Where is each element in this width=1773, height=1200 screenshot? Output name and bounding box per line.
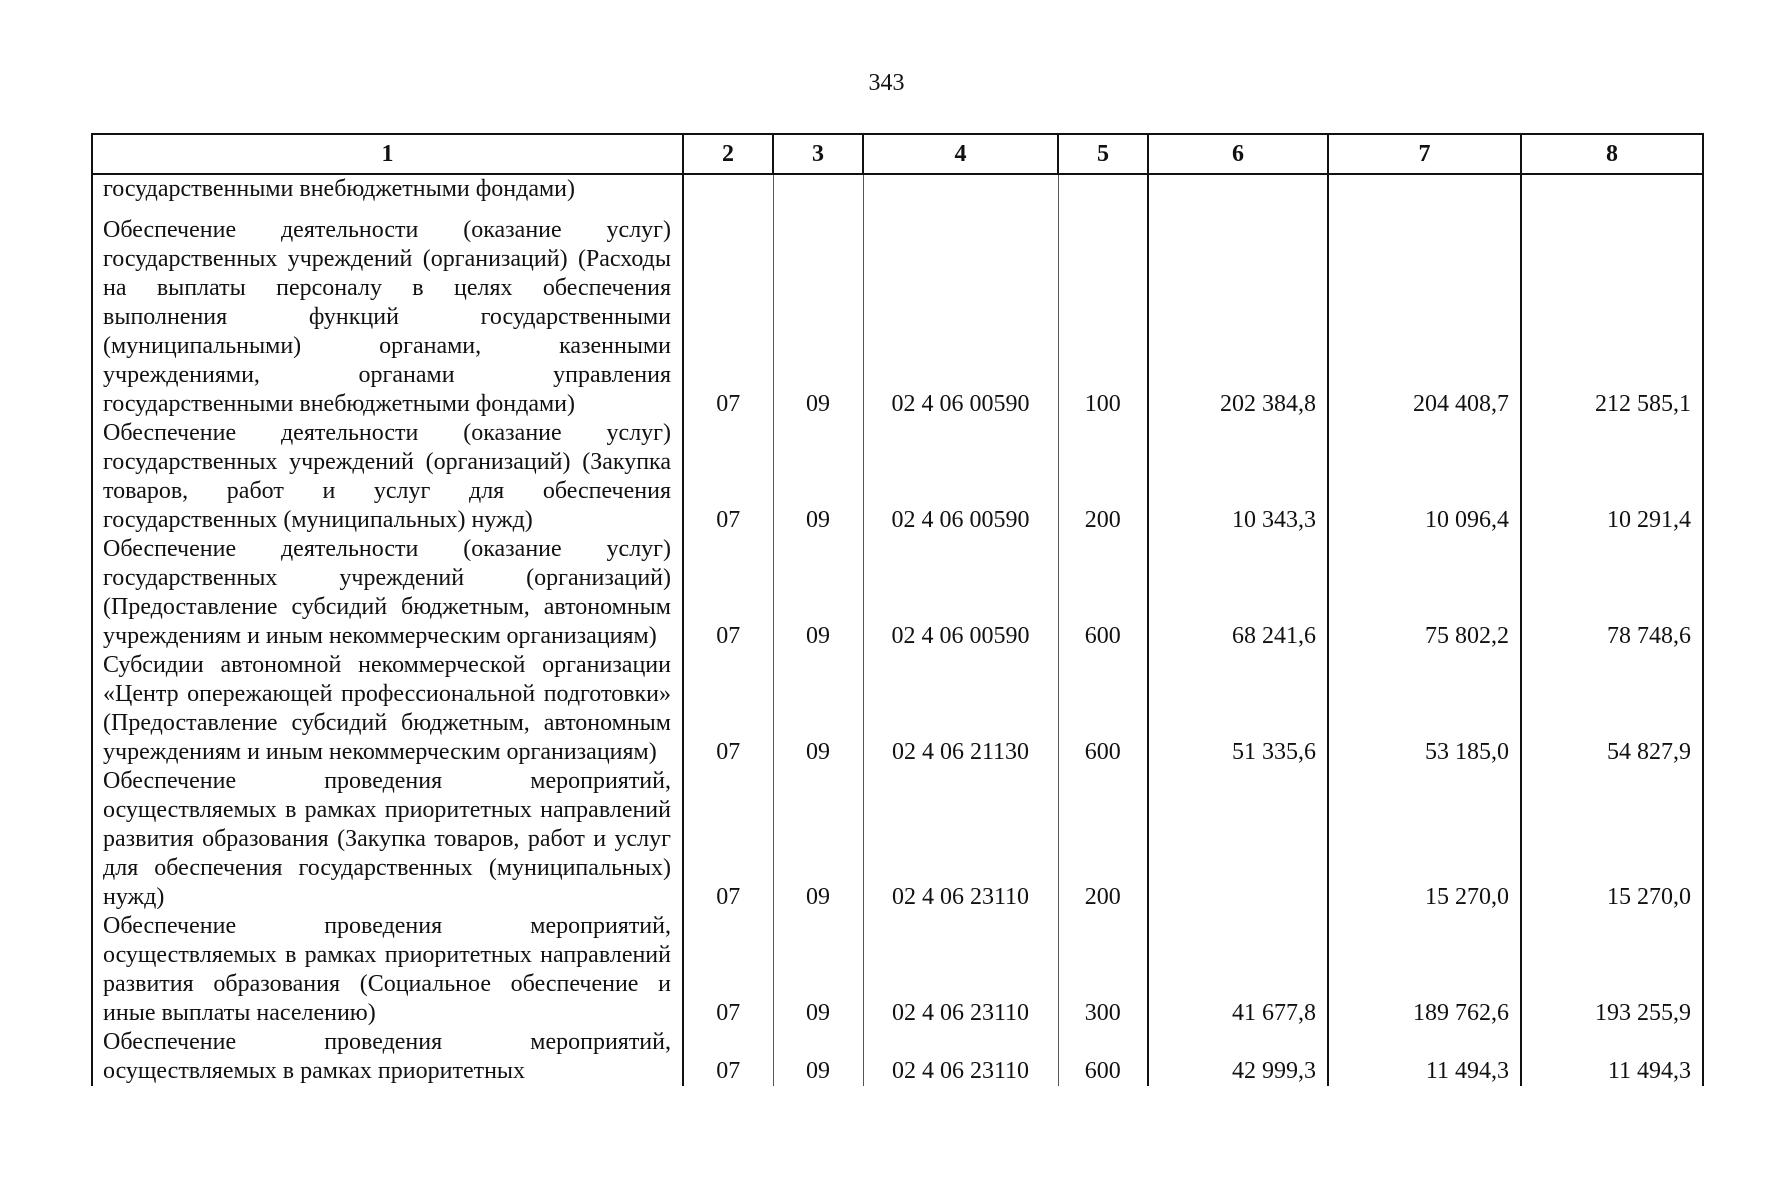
amount-col-7: 75 802,2 <box>1328 535 1521 651</box>
target-article-code: 02 4 06 00590 <box>863 204 1058 419</box>
subsection-code: 09 <box>773 912 863 1028</box>
header-row <box>92 134 1703 174</box>
expense-type-code: 600 <box>1058 651 1148 767</box>
table-row <box>92 912 1703 1028</box>
column-header-2: 2 <box>683 134 773 174</box>
subsection-code: 09 <box>773 419 863 535</box>
amount-col-7: 53 185,0 <box>1328 651 1521 767</box>
page-bottom-margin <box>0 1146 1773 1200</box>
amount-col-7: 15 270,0 <box>1328 767 1521 912</box>
section-code: 07 <box>683 535 773 651</box>
amount-col-6: 202 384,8 <box>1148 204 1328 419</box>
page-number: 343 <box>868 70 905 96</box>
expense-type-code: 600 <box>1058 1028 1148 1086</box>
amount-col-6: 41 677,8 <box>1148 912 1328 1028</box>
amount-col-8: 11 494,3 <box>1521 1028 1703 1086</box>
row-description: Обеспечение проведения мероприятий, осуществляемых в рамках приоритетных <box>92 1028 683 1086</box>
column-header-5: 5 <box>1058 134 1148 174</box>
expense-type-code: 300 <box>1058 912 1148 1028</box>
target-article-code: 02 4 06 23110 <box>863 767 1058 912</box>
subsection-code: 09 <box>773 1028 863 1086</box>
amount-col-6: 51 335,6 <box>1148 651 1328 767</box>
amount-col-6: 10 343,3 <box>1148 419 1328 535</box>
expense-type-code: 200 <box>1058 767 1148 912</box>
table-row <box>92 767 1703 912</box>
amount-col-7: 204 408,7 <box>1328 204 1521 419</box>
row-description: Обеспечение проведения мероприятий, осуществляемых в рамках приоритетных направлений развития образования (Социальное обеспечение и иные выплаты населению) <box>92 912 683 1028</box>
subsection-code: 09 <box>773 204 863 419</box>
amount-col-6 <box>1148 767 1328 912</box>
row-description: Обеспечение деятельности (оказание услуг) государственных учреждений (организаций) (Расходы на выплаты персоналу в целях обеспечения выполнения функций государственными (муниципальными) органами, казенными учреждениями, органами управления государственными внебюджетными фондами) <box>92 204 683 419</box>
expense-type-code: 600 <box>1058 535 1148 651</box>
table-row <box>92 174 1703 204</box>
amount-col-8: 10 291,4 <box>1521 419 1703 535</box>
section-code: 07 <box>683 767 773 912</box>
row-description: Обеспечение деятельности (оказание услуг) государственных учреждений (организаций) (Закупка товаров, работ и услуг для обеспечения государственных (муниципальных) нужд) <box>92 419 683 535</box>
amount-col-8 <box>1521 174 1703 204</box>
amount-col-7: 11 494,3 <box>1328 1028 1521 1086</box>
row-description: Обеспечение деятельности (оказание услуг) государственных учреждений (организаций) (Предоставление субсидий бюджетным, автономным учреждениям и иным некоммерческим организациям) <box>92 535 683 651</box>
amount-col-8: 54 827,9 <box>1521 651 1703 767</box>
table-row <box>92 419 1703 535</box>
table-row <box>92 204 1703 419</box>
amount-col-7: 10 096,4 <box>1328 419 1521 535</box>
row-description: государственными внебюджетными фондами) <box>92 174 683 204</box>
expense-type-code: 200 <box>1058 419 1148 535</box>
amount-col-8: 193 255,9 <box>1521 912 1703 1028</box>
target-article-code: 02 4 06 23110 <box>863 1028 1058 1086</box>
amount-col-7 <box>1328 174 1521 204</box>
table-row <box>92 1028 1703 1086</box>
section-code: 07 <box>683 912 773 1028</box>
column-header-3: 3 <box>773 134 863 174</box>
section-code: 07 <box>683 1028 773 1086</box>
target-article-code: 02 4 06 23110 <box>863 912 1058 1028</box>
section-code: 07 <box>683 204 773 419</box>
amount-col-6: 68 241,6 <box>1148 535 1328 651</box>
subsection-code: 09 <box>773 651 863 767</box>
row-description: Обеспечение проведения мероприятий, осуществляемых в рамках приоритетных направлений развития образования (Закупка товаров, работ и услуг для обеспечения государственных (муниципальных) нужд) <box>92 767 683 912</box>
subsection-code <box>773 174 863 204</box>
amount-col-6 <box>1148 174 1328 204</box>
target-article-code: 02 4 06 21130 <box>863 651 1058 767</box>
subsection-code: 09 <box>773 767 863 912</box>
target-article-code: 02 4 06 00590 <box>863 419 1058 535</box>
column-header-1: 1 <box>92 134 683 174</box>
expense-type-code <box>1058 174 1148 204</box>
section-code <box>683 174 773 204</box>
column-header-7: 7 <box>1328 134 1521 174</box>
column-header-4: 4 <box>863 134 1058 174</box>
table-row <box>92 535 1703 651</box>
row-description: Субсидии автономной некоммерческой организации «Центр опережающей профессиональной подготовки» (Предоставление субсидий бюджетным, автономным учреждениям и иным некоммерческим организациям) <box>92 651 683 767</box>
amount-col-8: 78 748,6 <box>1521 535 1703 651</box>
amount-col-6: 42 999,3 <box>1148 1028 1328 1086</box>
expense-type-code: 100 <box>1058 204 1148 419</box>
amount-col-8: 15 270,0 <box>1521 767 1703 912</box>
table-row <box>92 651 1703 767</box>
amount-col-8: 212 585,1 <box>1521 204 1703 419</box>
column-header-8: 8 <box>1521 134 1703 174</box>
section-code: 07 <box>683 419 773 535</box>
budget-table <box>91 133 1704 1086</box>
column-header-6: 6 <box>1148 134 1328 174</box>
target-article-code <box>863 174 1058 204</box>
subsection-code: 09 <box>773 535 863 651</box>
amount-col-7: 189 762,6 <box>1328 912 1521 1028</box>
section-code: 07 <box>683 651 773 767</box>
target-article-code: 02 4 06 00590 <box>863 535 1058 651</box>
